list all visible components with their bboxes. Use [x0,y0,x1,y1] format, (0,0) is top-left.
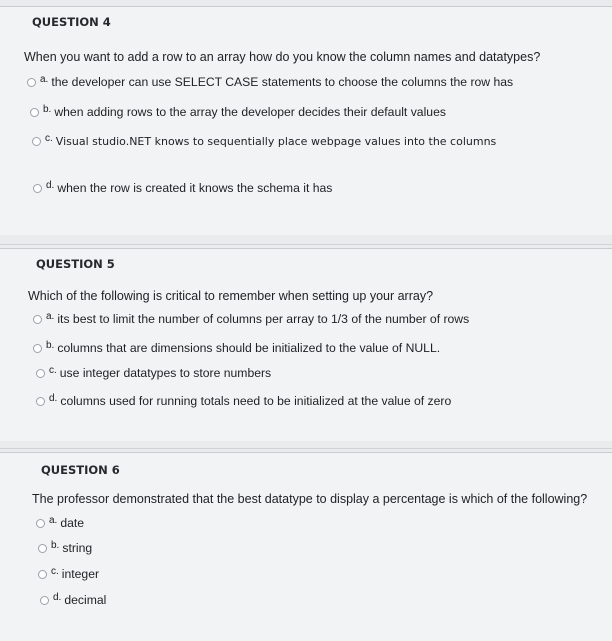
option-letter: b. [51,539,60,551]
question-4 [0,6,612,235]
option-c[interactable] [36,366,271,380]
option-a[interactable] [36,516,84,530]
option-d[interactable] [40,593,106,607]
option-letter: c. [49,364,57,376]
option-letter: c. [45,133,53,144]
option-label: use integer datatypes to store numbers [59,366,272,380]
option-label: columns used for running totals need to be initialized at the value of zero [60,394,452,408]
question-5 [0,248,612,441]
option-c[interactable] [32,135,496,148]
option-letter: a. [46,310,55,322]
option-d[interactable] [33,181,332,195]
option-label: when the row is created it knows the schema it has [57,181,333,195]
option-letter: b. [43,103,52,115]
option-label: string [62,541,93,555]
option-b[interactable] [38,541,92,555]
section-divider [0,448,612,449]
option-a[interactable] [27,75,513,89]
question-text: When you want to add a row to an array how do you know the column names and datatypes? [24,50,541,64]
question-text: The professor demonstrated that the best datatype to display a percentage is which of the following? [32,492,588,506]
option-letter: d. [46,179,55,191]
option-letter: a. [40,73,49,85]
radio-button[interactable] [36,369,45,378]
question-title: QUESTION 4 [32,15,111,29]
question-title: QUESTION 6 [41,463,120,477]
option-label: date [60,516,85,530]
option-label: columns that are dimensions should be initialized to the value of NULL. [57,341,441,355]
option-letter: c. [51,565,59,577]
radio-button[interactable] [36,397,45,406]
option-a[interactable] [33,312,469,326]
radio-button[interactable] [40,596,49,605]
radio-button[interactable] [32,137,41,146]
radio-button[interactable] [33,344,42,353]
option-b[interactable] [30,105,446,119]
option-label: the developer can use SELECT CASE statements to choose the columns the row has [51,75,514,89]
question-6 [0,452,612,641]
radio-button[interactable] [33,315,42,324]
option-letter: a. [49,514,58,526]
radio-button[interactable] [27,78,36,87]
option-letter: b. [46,339,55,351]
option-label: decimal [64,593,107,607]
option-label: when adding rows to the array the developer decides their default values [54,105,446,119]
section-divider [0,244,612,245]
option-b[interactable] [33,341,440,355]
option-d[interactable] [36,394,451,408]
question-title: QUESTION 5 [36,257,115,271]
question-text: Which of the following is critical to remember when setting up your array? [28,289,434,303]
option-label: its best to limit the number of columns per array to 1/3 of the number of rows [57,312,470,326]
radio-button[interactable] [30,108,39,117]
option-label: Visual studio.NET knows to sequentially place webpage values into the columns [55,135,497,148]
option-label: integer [61,567,100,581]
radio-button[interactable] [38,570,47,579]
option-letter: d. [49,392,58,404]
radio-button[interactable] [38,544,47,553]
option-letter: d. [53,591,62,603]
option-c[interactable] [38,567,99,581]
radio-button[interactable] [33,184,42,193]
radio-button[interactable] [36,519,45,528]
